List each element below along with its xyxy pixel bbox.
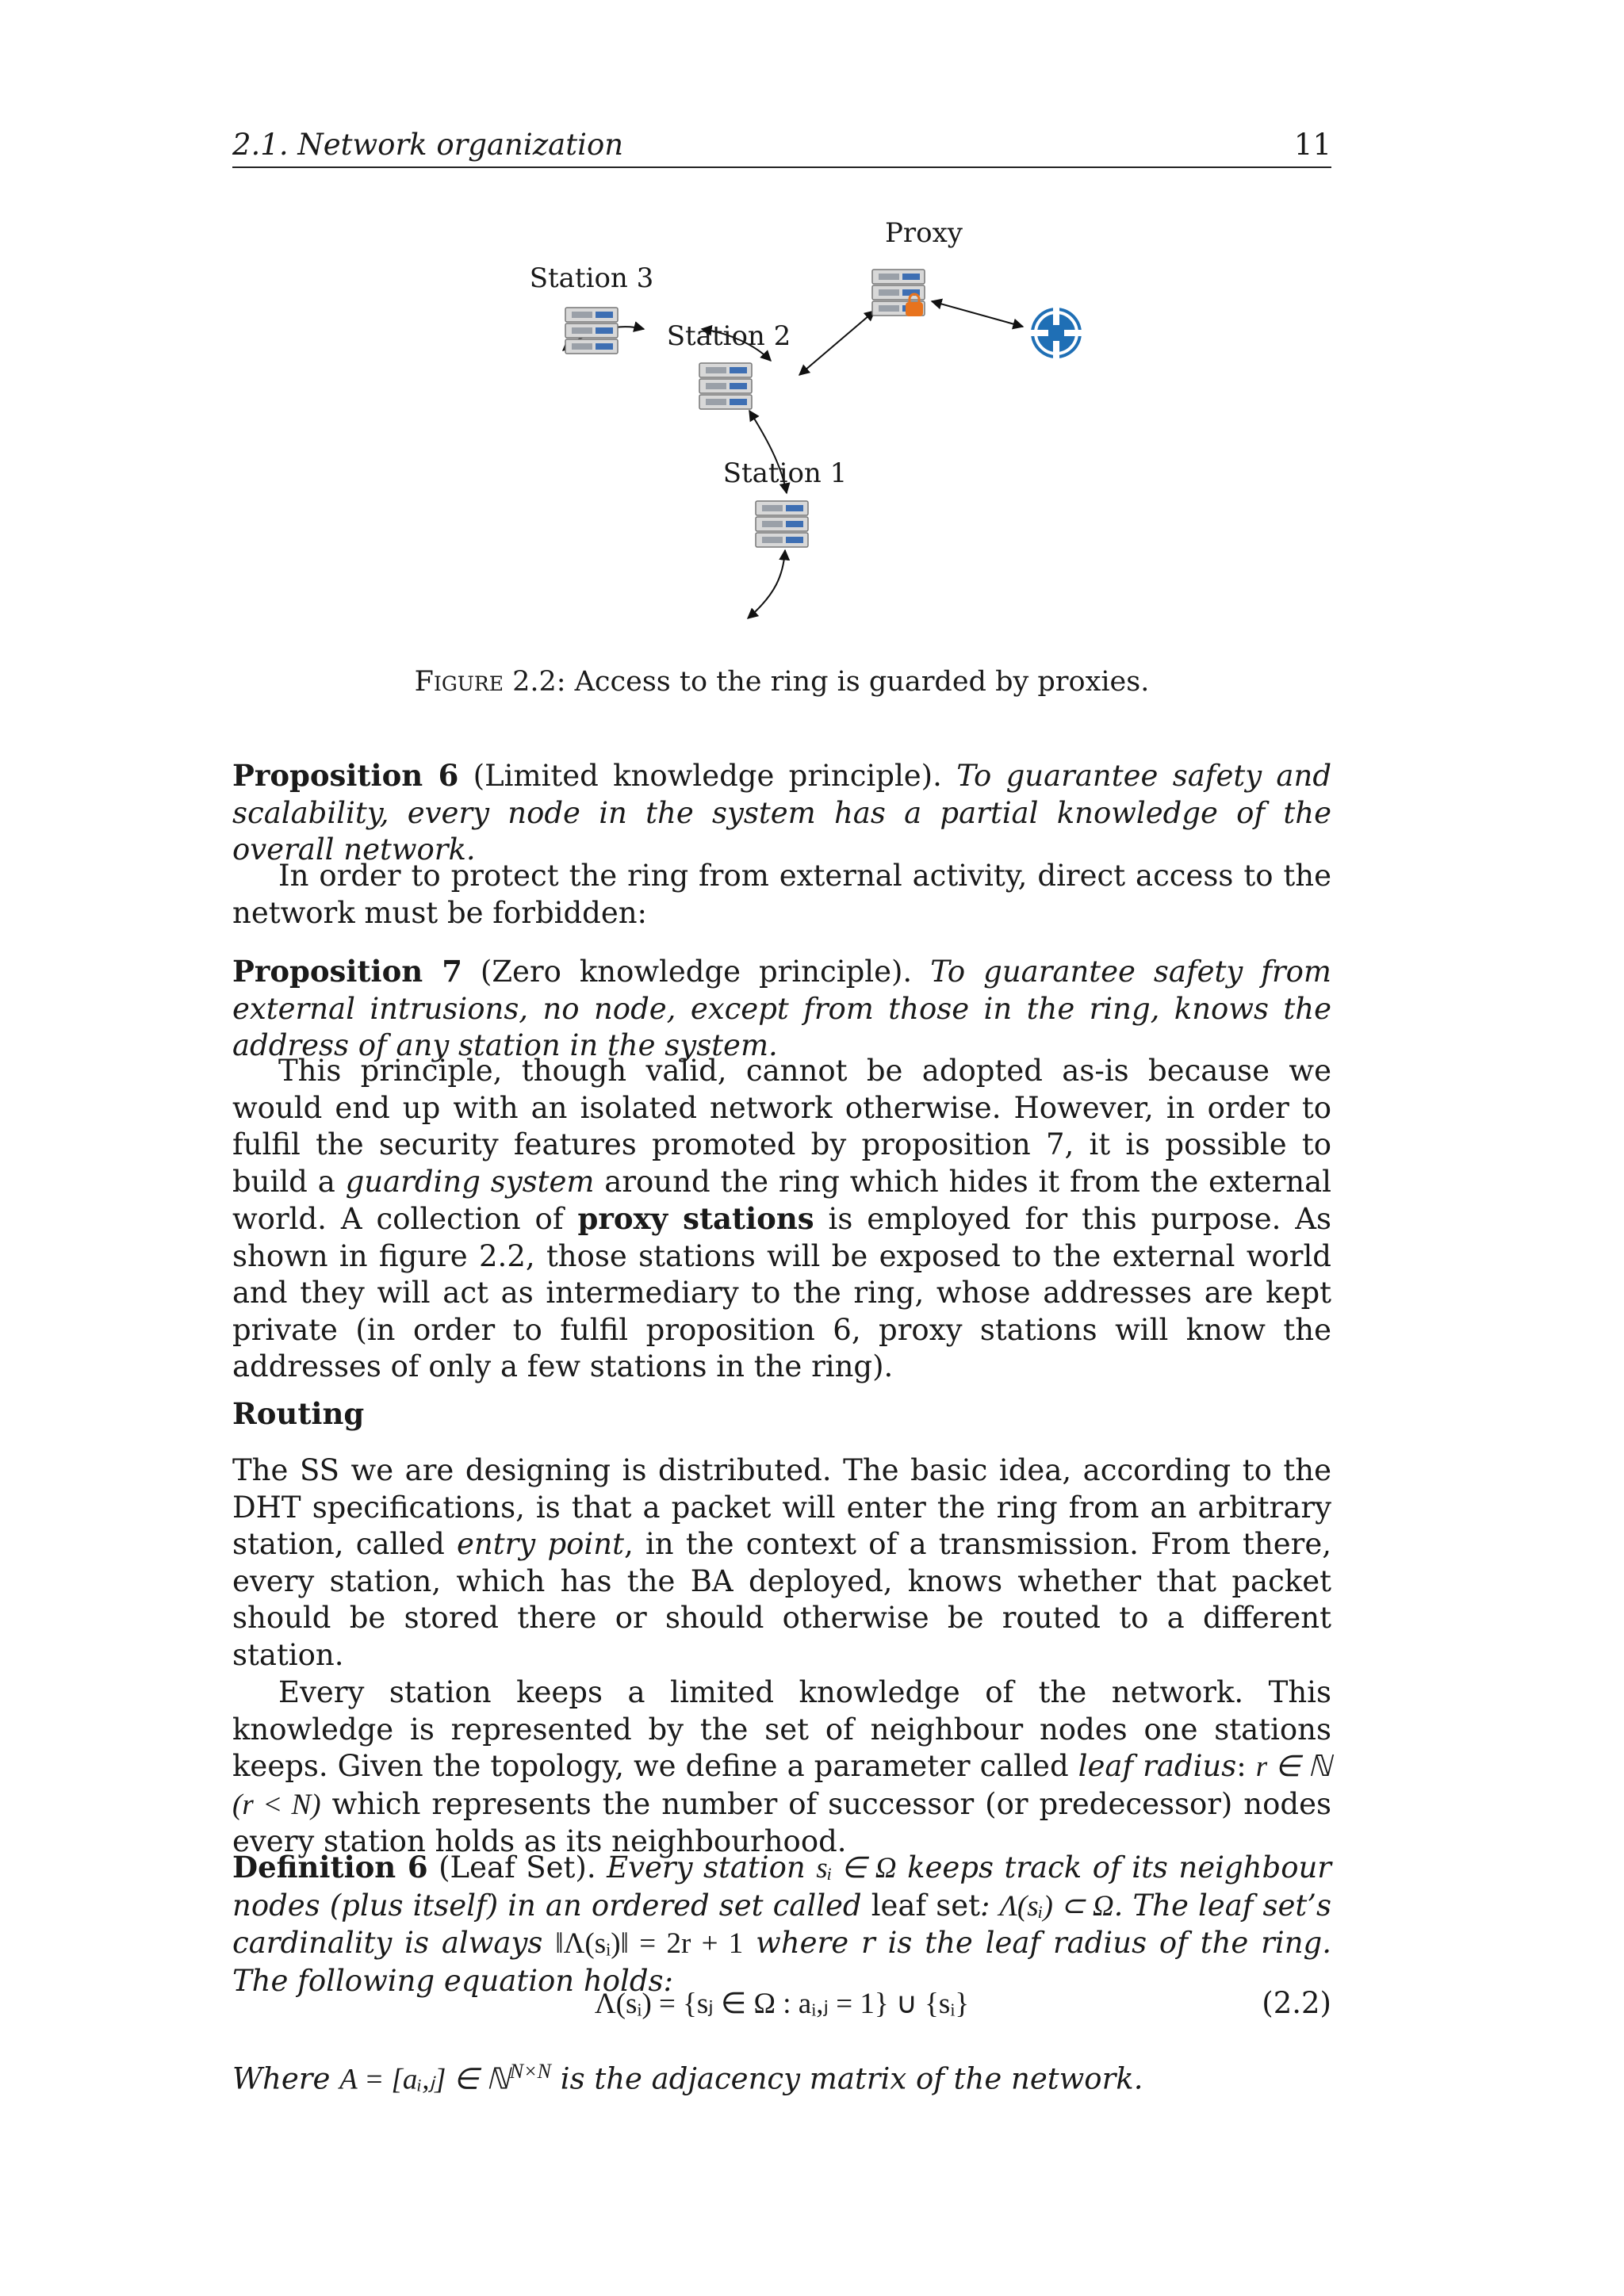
network-figure [444,214,1158,658]
def6-f: where r is the leaf radius of the ring. The following equation holds: [232,1926,1331,1998]
edge-proxy-internet [932,301,1023,327]
def6-d: : [980,1888,1000,1923]
equation-2-2 [232,1986,1331,2026]
paragraph-2 [232,1053,1331,1386]
para2-a: This principle, though valid, cannot be adopted as-is because we would end up with an isolated network otherwise. However, in order to fulfil the security features promoted by proposition 7, it is possible to build a [232,1054,1331,1199]
station2-server-icon [699,363,752,409]
prop6-text: To guarantee safety and scalability, every node in the system has a partial knowledge of the overall network. [232,759,1332,867]
proxy-stations-term: proxy stations [577,1201,814,1236]
caption-text: 2.2: Access to the ring is guarded by proxies. [503,666,1150,698]
def6-e: . The leaf set’s cardinality is always [232,1888,1332,1960]
equation-body: Λ(sᵢ) = {sⱼ ∈ Ω : aᵢ,ⱼ = 1} ∪ {sᵢ} [594,1988,970,2020]
para1-text: In order to protect the ring from external activity, direct access to the network must be forbidden: [232,859,1331,930]
prop7-label: Proposition 7 [232,954,462,989]
section-title: 2.1. Network organization [232,128,624,162]
para4-d: which represents the number of successor (or predecessor) nodes every station holds as its neighbourhood. [232,1786,1331,1858]
def6-label: Definition 6 [232,1850,428,1885]
where-math: A = [aᵢ,ⱼ] ∈ ℕ [339,2063,510,2096]
para2-c: around the ring which hides it from the external world. A collection of [232,1164,1331,1236]
running-header [232,127,1331,168]
station3-label: Station 3 [529,262,654,294]
proposition-7 [232,953,1331,1065]
globe-icon [1031,308,1082,358]
prop6-name: (Limited knowledge principle). [458,759,942,793]
definition-6 [232,1849,1331,1999]
station1-label: Station 1 [722,457,848,489]
paragraph-4 [232,1674,1331,1861]
def6-name: (Leaf Set). [427,1850,596,1885]
para2-e: is employed for this purpose. As shown in figure 2.2, those stations will be exposed to the external world and they will act as intermediary to the ring, whose addresses are kept private (in order to fulfil proposition 6, proxy stations will know the addresses of only a few stations in the ring). [232,1202,1332,1383]
guarding-system-term: guarding system [345,1164,595,1199]
equation-number: (2.2) [1262,1986,1331,2020]
prop6-label: Proposition 6 [232,758,459,793]
station3-server-icon [565,308,618,354]
page-number: 11 [1293,128,1331,162]
prop7-name: (Zero knowledge principle). [462,955,913,989]
leaf-radius-math: r ∈ ℕ (r < N) [232,1751,1332,1821]
def6-math-2: Λ(sᵢ) ⊂ Ω [999,1889,1114,1923]
caption-prefix: Figure [414,666,504,698]
leaf-radius-term: leaf radius [1078,1749,1237,1783]
prop7-text: To guarantee safety from external intrusions, no node, except from those in the ring, knows the address of any station in the system. [232,955,1331,1062]
paragraph-3 [232,1452,1331,1674]
proxy-label: Proxy [885,217,963,249]
def6-math-1: sᵢ ∈ Ω [816,1852,897,1885]
station1-server-icon [756,501,808,547]
def6-b: keeps track of its neighbour nodes (plus itself) in an ordered set called [232,1850,1331,1923]
routing-heading: Routing [232,1396,365,1431]
station2-label: Station 2 [666,320,791,352]
para3-a: The SS we are designing is distributed. The basic idea, according to the DHT specifications, is that a packet will enter the ring from an arbitrary station, called [232,1453,1331,1561]
para3-c: , in the context of a transmission. From there, every station, which has the BA deployed, knows whether that packet should be stored there or should otherwise be routed to a different station. [232,1527,1331,1672]
edge-station1-external [748,550,785,618]
def6-a: Every station [596,1850,817,1885]
where-a: Where [232,2061,340,2096]
figure-caption [232,666,1331,698]
leaf-set-term: leaf set [871,1888,980,1923]
where-superscript: N×N [509,2060,551,2083]
para4-a: Every station keeps a limited knowledge of the network. This knowledge is represented by the set of neighbour nodes one stations keeps. Given the topology, we define a parameter called [232,1675,1331,1783]
paragraph-1 [232,858,1331,932]
where-b: is the adjacency matrix of the network. [550,2061,1143,2096]
proposition-6 [232,757,1331,869]
where-clause [232,2053,1331,2099]
def6-math-3: ‖Λ(sᵢ)‖ = 2r + 1 [555,1927,744,1960]
edge-station2-proxy [799,311,875,375]
entry-point-term: entry point [457,1527,624,1561]
para4-c: : [1236,1749,1256,1783]
